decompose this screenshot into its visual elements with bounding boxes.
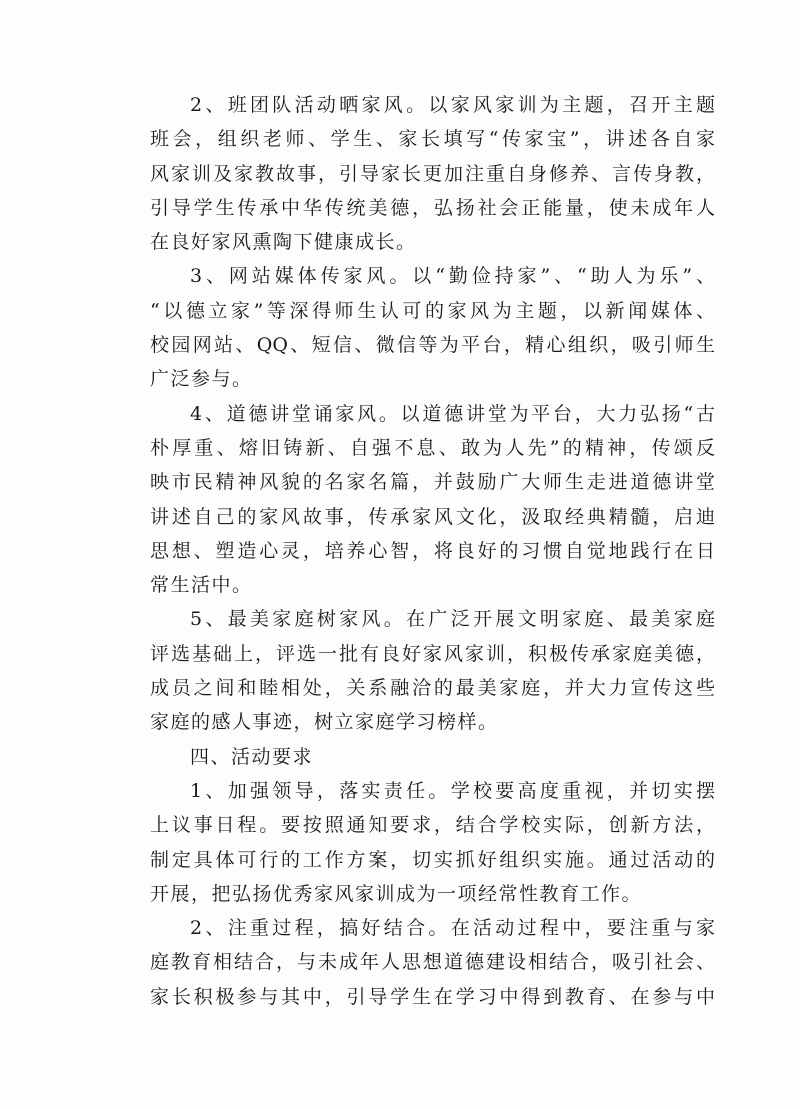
text-line: 家长积极参与其中，引导学生在学习中得到教育、在参与中 xyxy=(150,985,715,1008)
text-line: 映市民精神风貌的名家名篇，并鼓励广大师生走进道德讲堂 xyxy=(150,471,715,494)
text-line: 朴厚重、熔旧铸新、自强不息、敢为人先”的精神，传颂反 xyxy=(150,436,715,459)
text-line: 4、道德讲堂诵家风。以道德讲堂为平台，大力弘扬“古 xyxy=(190,402,715,425)
text-line: 评选基础上，评选一批有良好家风家训，积极传承家庭美德， xyxy=(150,642,715,665)
text-line: 上议事日程。要按照通知要求，结合学校实际，创新方法， xyxy=(150,814,715,837)
text-line: 广泛参与。 xyxy=(150,368,253,391)
document-body xyxy=(150,88,715,1014)
text-line: 3、网站媒体传家风。以“勤俭持家”、“助人为乐”、 xyxy=(190,265,715,288)
text-line: 引导学生传承中华传统美德，弘扬社会正能量，使未成年人 xyxy=(150,196,715,219)
text-line: 常生活中。 xyxy=(150,574,253,597)
text-line: 成员之间和睦相处，关系融洽的最美家庭，并大力宣传这些 xyxy=(150,677,715,700)
text-line: 1、加强领导，落实责任。学校要高度重视，并切实摆 xyxy=(190,779,715,802)
text-line: 制定具体可行的工作方案，切实抓好组织实施。通过活动的 xyxy=(150,848,715,871)
text-line: 讲述自己的家风故事，传承家风文化，汲取经典精髓，启迪 xyxy=(150,505,715,528)
text-line: 风家训及家教故事，引导家长更加注重自身修养、言传身教， xyxy=(150,162,715,185)
text-line: 班会，组织老师、学生、家长填写“传家宝”，讲述各自家 xyxy=(150,128,715,151)
text-line: 家庭的感人事迹，树立家庭学习榜样。 xyxy=(150,711,499,734)
text-line: 5、最美家庭树家风。在广泛开展文明家庭、最美家庭 xyxy=(190,608,715,631)
text-line: “以德立家”等深得师生认可的家风为主题，以新闻媒体、 xyxy=(150,299,715,322)
text-line: 思想、塑造心灵，培养心智，将良好的习惯自觉地践行在日 xyxy=(150,539,715,562)
text-line: 2、班团队活动晒家风。以家风家训为主题，召开主题 xyxy=(190,94,715,116)
text-line: 校园网站、QQ、短信、微信等为平台，精心组织，吸引师生 xyxy=(150,334,715,357)
text-line: 在良好家风熏陶下健康成长。 xyxy=(150,231,417,254)
text-line: 开展，把弘扬优秀家风家训成为一项经常性教育工作。 xyxy=(150,882,643,905)
text-line: 2、注重过程，搞好结合。在活动过程中，要注重与家 xyxy=(190,917,715,940)
text-line: 四、活动要求 xyxy=(190,745,314,768)
text-line: 庭教育相结合，与未成年人思想道德建设相结合，吸引社会、 xyxy=(150,951,715,974)
